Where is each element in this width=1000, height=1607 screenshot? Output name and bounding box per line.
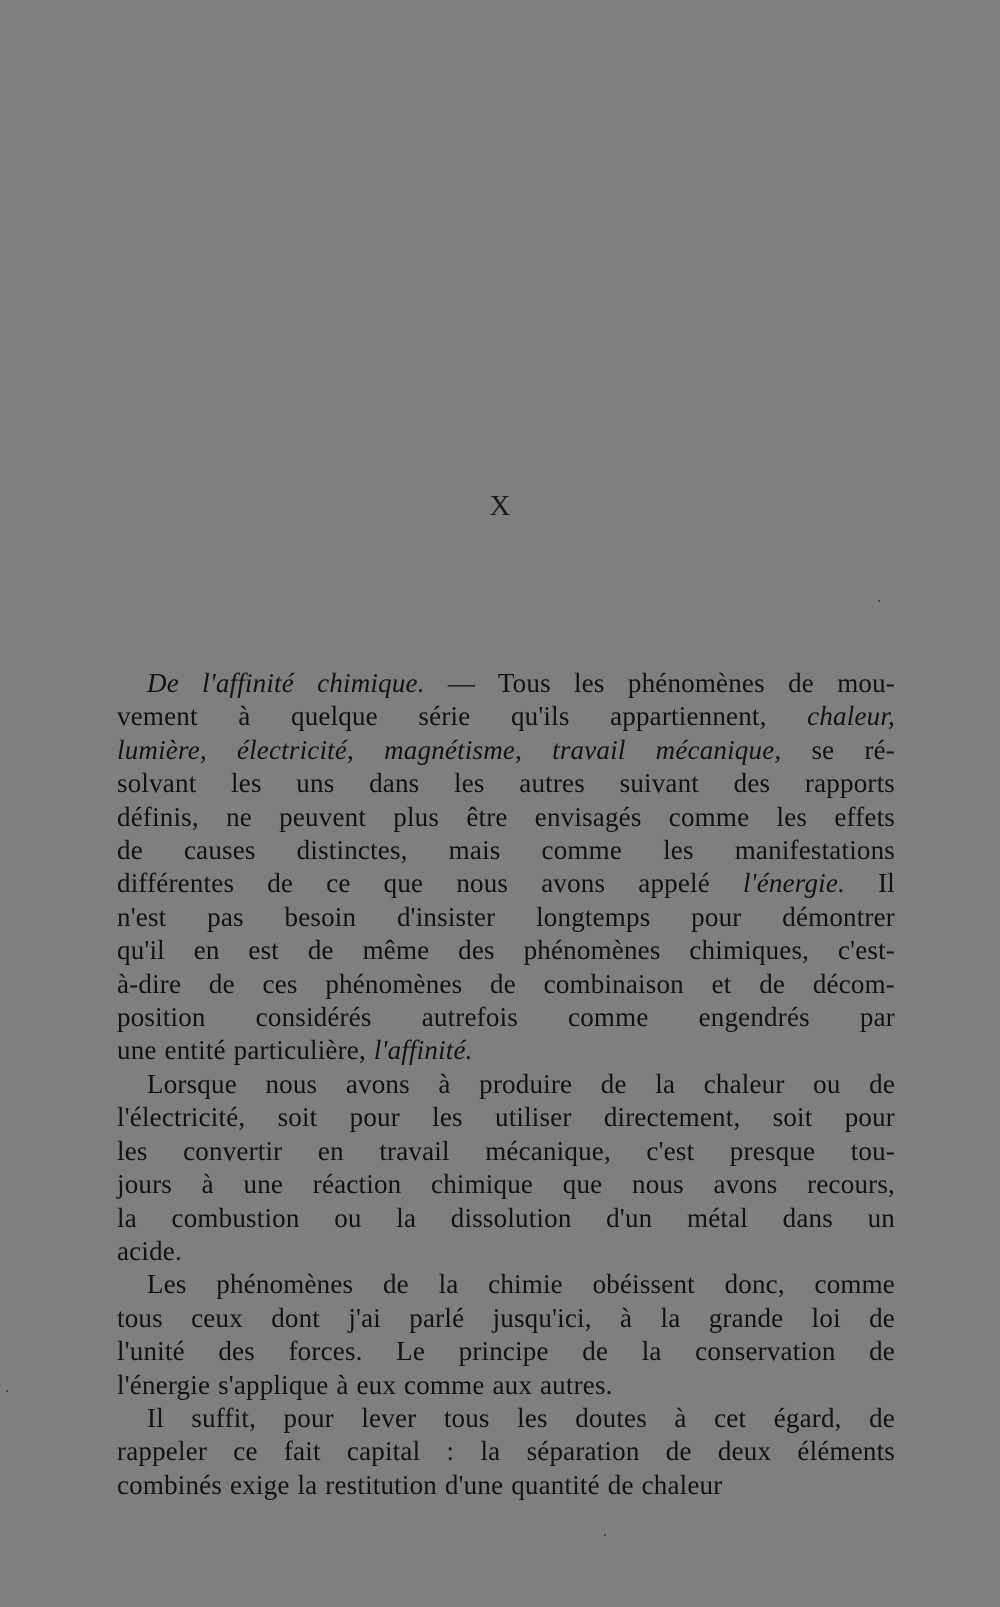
text-line <box>117 1469 895 1502</box>
text-run: Il suffit, pour lever tous les doutes à cet égard, de <box>147 1402 895 1433</box>
paragraph <box>117 1268 895 1402</box>
text-run: acide. <box>117 1235 182 1266</box>
text-line <box>117 1302 895 1335</box>
text-line <box>117 1001 895 1034</box>
text-run: qu'il en est de même des phénomènes chimiques, c'est- <box>117 935 895 966</box>
text-line <box>117 1202 895 1235</box>
text-line <box>117 901 895 934</box>
text-run: une entité particulière, <box>117 1035 374 1066</box>
text-run: vement à quelque série qu'ils appartiennent, <box>117 701 808 732</box>
text-run: se ré- <box>781 734 896 765</box>
paragraph <box>117 1068 895 1268</box>
italic-text: De <box>147 668 203 698</box>
scan-speck <box>6 1390 8 1392</box>
text-run: combinés exige la restitution d'une quantité de chaleur <box>117 1469 723 1500</box>
chapter-number: X <box>489 490 511 522</box>
text-line <box>117 767 895 800</box>
text-run: l'unité des forces. Le principe de la conservation de <box>117 1336 895 1367</box>
text-run: position considérés autrefois comme engendrés par <box>117 1002 895 1033</box>
text-run: les convertir en travail mécanique, c'est presque tou- <box>117 1135 895 1166</box>
text-line <box>117 1235 895 1268</box>
italic-text: lumière, électricité, magnétisme, travail mécanique, <box>117 734 782 765</box>
italic-text: l'énergie. <box>743 868 846 899</box>
text-run: n'est pas besoin d'insister longtemps pour démontrer <box>117 901 895 932</box>
text-run: — Tous les phénomènes de mou- <box>424 668 895 698</box>
text-run: solvant les uns dans les autres suivant des rapports <box>117 768 895 799</box>
text-line <box>117 1135 895 1168</box>
scan-speck <box>878 600 880 602</box>
paragraph <box>117 667 895 1068</box>
text-line <box>117 1402 895 1435</box>
text-line <box>117 867 895 900</box>
italic-text: chaleur, <box>807 701 895 732</box>
text-line <box>117 1369 895 1402</box>
text-run: différentes de ce que nous avons appelé <box>117 868 744 899</box>
italic-text: l'affinité. <box>373 1035 473 1066</box>
text-line <box>117 1068 895 1101</box>
paragraph <box>117 1402 895 1502</box>
text-line <box>117 834 895 867</box>
text-run: jours à une réaction chimique que nous avons recours, <box>117 1169 895 1200</box>
text-line <box>117 934 895 967</box>
scan-speck <box>604 1534 606 1536</box>
text-run: Lorsque nous avons à produire de la chaleur ou de <box>147 1068 895 1099</box>
text-line <box>117 801 895 834</box>
italic-text: l'affinité chimique. <box>202 668 425 698</box>
text-run: la combustion ou la dissolution d'un métal dans un <box>117 1202 895 1233</box>
text-line <box>117 1435 895 1468</box>
text-run: de causes distinctes, mais comme les manifestations <box>117 835 895 866</box>
text-line <box>117 734 895 767</box>
text-line <box>117 968 895 1001</box>
text-run: l'énergie s'applique à eux comme aux autres. <box>117 1369 613 1400</box>
text-line <box>117 667 895 700</box>
text-line <box>117 1268 895 1301</box>
page-body-text <box>117 667 895 1502</box>
text-run: Il <box>845 868 895 899</box>
text-run: l'électricité, soit pour les utiliser directement, soit pour <box>117 1102 895 1133</box>
text-line <box>117 1101 895 1134</box>
text-run: définis, ne peuvent plus être envisagés comme les effets <box>117 801 895 832</box>
text-line <box>117 1034 895 1067</box>
text-line <box>117 1168 895 1201</box>
text-run: Les phénomènes de la chimie obéissent donc, comme <box>147 1269 895 1300</box>
text-line <box>117 1335 895 1368</box>
text-line <box>117 700 895 733</box>
text-run: tous ceux dont j'ai parlé jusqu'ici, à la grande loi de <box>117 1302 895 1333</box>
text-run: à-dire de ces phénomènes de combinaison et de décom- <box>117 968 895 999</box>
text-run: rappeler ce fait capital : la séparation de deux éléments <box>117 1436 895 1467</box>
